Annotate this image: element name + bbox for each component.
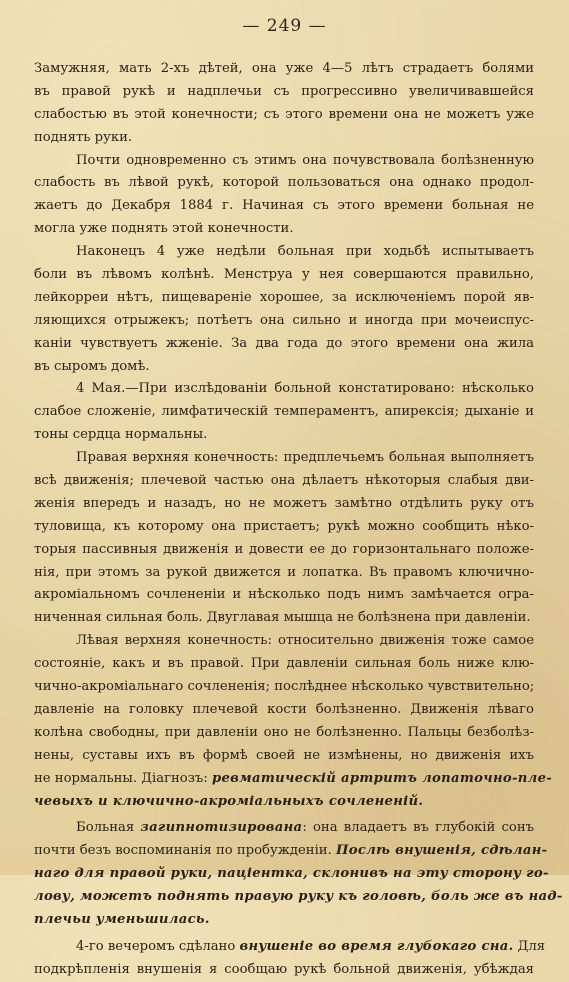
text-line xyxy=(34,81,534,104)
line-text: женія впередъ и назадъ, но не можетъ замѣтно отдѣлить руку отъ xyxy=(34,495,534,511)
text-line xyxy=(34,218,534,241)
line-text: ляющихся отрыжекъ; потѣетъ она сильно и иногда при мочеиспус- xyxy=(34,312,534,328)
line-text: Почти одновременно съ этимъ она почувствовала болѣзненную xyxy=(76,152,534,168)
line-text: Лѣвая верхняя конечность: относительно движенія тоже самое xyxy=(76,633,534,649)
body-text xyxy=(34,58,563,982)
line-text: торыя пассивныя движенія и довести ее до горизонтальнаго положе- xyxy=(34,541,534,557)
line-text: каніи чувствуетъ жженіе. За два года до этого времени она жила xyxy=(34,335,534,351)
line-text: колѣна свободны, при давленіи оно не болѣзненно. Пальцы безболѣз- xyxy=(34,724,534,740)
line-emphasis: Послѣ внушенія, сдѣлан- xyxy=(335,843,548,859)
line-text: жаетъ до Декабря 1884 г. Начиная съ этого времени больная не xyxy=(34,198,534,214)
line-emphasis: внушеніе во время глубокаго сна. xyxy=(239,938,514,954)
line-emphasis: чевыхъ и ключично-акроміальныхъ сочлененій. xyxy=(34,793,424,809)
text-line xyxy=(34,936,546,959)
line-text: въ правой рукѣ и надплечьи съ прогрессивно увеличивавшейся xyxy=(34,83,534,99)
text-line xyxy=(34,840,548,863)
line-text: почти безъ воспоминанія по пробужденіи. xyxy=(34,843,336,859)
text-line xyxy=(34,287,534,310)
text-line xyxy=(34,630,534,653)
line-text: состояніе, какъ и въ правой. При давленіи сильная боль ниже клю- xyxy=(34,656,534,672)
line-text-tail: Для xyxy=(513,938,546,954)
text-line xyxy=(34,791,534,814)
line-text: 4-го вечеромъ сдѣлано xyxy=(76,938,240,954)
text-line xyxy=(34,310,534,333)
text-line xyxy=(34,817,534,840)
text-line xyxy=(34,127,534,150)
line-text: ниченная сильная боль. Двуглавая мышца не болѣзнена при давленіи. xyxy=(34,610,531,626)
line-emphasis: ревматическій артритъ лопаточно-пле- xyxy=(211,770,553,786)
line-text: давленіе на головку плечевой кости болѣзненно. Движенія лѣваго xyxy=(34,701,534,717)
line-emphasis: наго для правой руки, паціентка, склонивъ на эту сторону го- xyxy=(34,866,549,882)
line-text: слабое сложеніе, лимфатическій темпераментъ, апирексія; дыханіе и xyxy=(34,404,534,420)
line-text: тоны сердца нормальны. xyxy=(34,427,208,443)
text-line xyxy=(34,745,534,768)
text-line xyxy=(34,150,534,173)
text-line xyxy=(34,58,534,81)
text-line xyxy=(34,886,563,909)
line-emphasis: плечьи уменьшилась. xyxy=(34,911,210,927)
text-line xyxy=(34,264,534,287)
text-line xyxy=(34,470,534,493)
text-line xyxy=(34,959,534,982)
line-text: боли въ лѣвомъ колѣнѣ. Менструа у нея совершаются правильно, xyxy=(34,267,534,283)
text-line xyxy=(34,241,534,264)
line-text: всѣ движенія; плечевой частью она дѣлаетъ нѣкоторыя слабыя дви- xyxy=(34,473,534,489)
line-text: въ сыромъ домѣ. xyxy=(34,358,150,374)
text-line xyxy=(34,378,534,401)
line-text: слабость въ лѣвой рукѣ, которой пользоваться она однако продол- xyxy=(34,175,534,191)
text-line xyxy=(34,401,534,424)
line-emphasis: лову, можетъ поднять правую руку къ головѣ, боль же въ над- xyxy=(34,889,563,905)
line-text: слабостью въ этой конечности; съ этого времени она не можетъ уже xyxy=(34,106,534,122)
line-text: не нормальны. Діагнозъ: xyxy=(34,770,212,786)
line-text: подкрѣпленія внушенія я сообщаю рукѣ больной движенія, убѣждая xyxy=(34,961,534,977)
line-text: могла уже поднять этой конечности. xyxy=(34,221,294,237)
line-emphasis: загипнотизирована xyxy=(140,820,303,836)
line-text: Наконецъ 4 уже недѣли больная при ходьбѣ испытываетъ xyxy=(76,244,534,260)
text-line xyxy=(34,172,534,195)
page-number: — 249 — xyxy=(242,16,327,36)
line-text: туловища, къ которому она пристаетъ; рукѣ можно сообщить нѣко- xyxy=(34,518,534,534)
line-text: поднять руки. xyxy=(34,129,133,145)
line-text: нія, при этомъ за рукой движется и лопатка. Въ правомъ ключично- xyxy=(34,564,534,580)
text-line xyxy=(34,493,534,516)
text-line xyxy=(34,562,534,585)
text-line xyxy=(34,863,549,886)
text-line xyxy=(34,909,534,932)
line-text: акроміальномъ сочлененіи и нѣсколько подъ нимъ замѣчается огра- xyxy=(34,587,534,603)
text-line xyxy=(34,447,534,470)
text-line xyxy=(34,653,534,676)
text-line xyxy=(34,539,534,562)
text-line xyxy=(34,699,534,722)
line-text: Больная xyxy=(76,820,141,836)
line-text: нены, суставы ихъ въ формѣ своей не измѣнены, но движенія ихъ xyxy=(34,747,534,763)
line-text: чично-акроміальнаго сочлененія; послѣднее нѣсколько чувствительно; xyxy=(34,679,535,695)
line-text: Замужняя, мать 2-хъ дѣтей, она уже 4—5 лѣтъ страдаетъ болями xyxy=(34,61,534,76)
line-text: Правая верхняя конечность: предплечьемъ больная выполняетъ xyxy=(76,450,534,466)
text-line xyxy=(34,768,553,791)
line-text-tail: : она владаетъ въ глубокій сонъ xyxy=(302,820,534,836)
text-line xyxy=(34,356,534,379)
text-line xyxy=(34,424,534,447)
text-line xyxy=(34,195,534,218)
text-line xyxy=(34,104,534,127)
text-line xyxy=(34,333,534,356)
text-line xyxy=(34,516,534,539)
text-line xyxy=(34,584,534,607)
text-line xyxy=(34,607,534,630)
line-text: лейкорреи нѣтъ, пищевареніе хорошее, за исключеніемъ порой яв- xyxy=(34,289,534,305)
text-line xyxy=(34,722,534,745)
text-line xyxy=(34,676,534,699)
line-text: 4 Мая.—При изслѣдованіи больной констатировано: нѣсколько xyxy=(76,381,534,397)
